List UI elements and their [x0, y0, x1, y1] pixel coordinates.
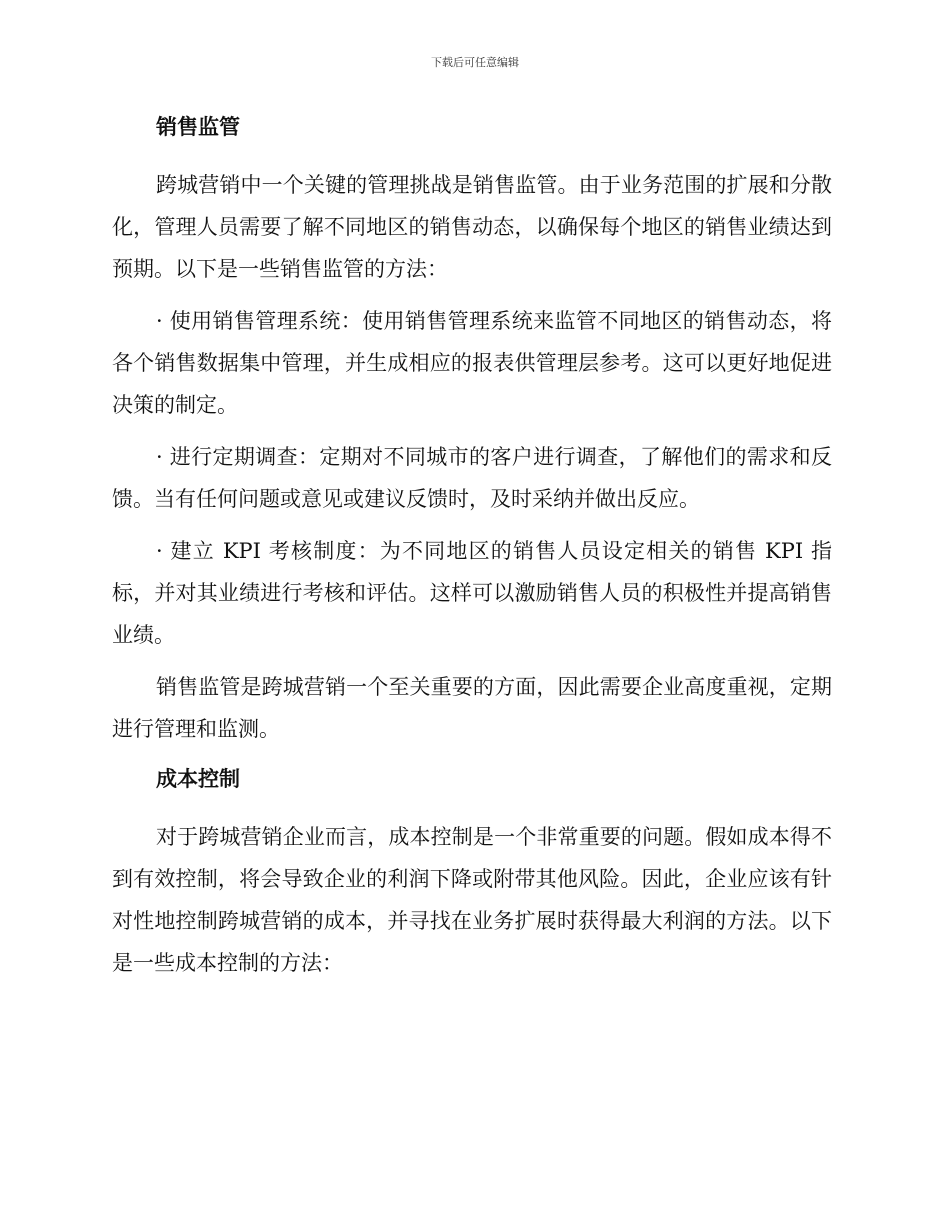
page-header-note: 下载后可任意编辑	[431, 56, 519, 69]
bullet-sales-system: · 使用销售管理系统：使用销售管理系统来监管不同地区的销售动态，将各个销售数据集中管理，并生成相应的报表供管理层参考。这可以更好地促进决策的制定。	[112, 309, 832, 417]
section-heading-sales-supervision: 销售监管	[156, 115, 240, 139]
bullet-regular-survey: · 进行定期调查：定期对不同城市的客户进行调查，了解他们的需求和反馈。当有任何问题或意见或建议反馈时，及时采纳并做出反应。	[112, 445, 832, 511]
document-body	[112, 112, 832, 994]
bullet-kpi-system: · 建立 KPI 考核制度：为不同地区的销售人员设定相关的销售 KPI 指标，并对其业绩进行考核和评估。这样可以激励销售人员的积极性并提高销售业绩。	[112, 539, 832, 647]
paragraph-intro-cost: 对于跨城营销企业而言，成本控制是一个非常重要的问题。假如成本得不到有效控制，将会导致企业的利润下降或附带其他风险。因此，企业应该有针对性地控制跨城营销的成本，并寻找在业务扩展时获得最大利润的方法。以下是一些成本控制的方法：	[112, 825, 832, 975]
paragraph-sales-summary: 销售监管是跨城营销一个至关重要的方面，因此需要企业高度重视，定期进行管理和监测。	[112, 675, 832, 741]
section-heading-cost-control: 成本控制	[156, 767, 240, 791]
paragraph-intro-sales: 跨城营销中一个关键的管理挑战是销售监管。由于业务范围的扩展和分散化，管理人员需要了解不同地区的销售动态，以确保每个地区的销售业绩达到预期。以下是一些销售监管的方法：	[112, 173, 832, 281]
